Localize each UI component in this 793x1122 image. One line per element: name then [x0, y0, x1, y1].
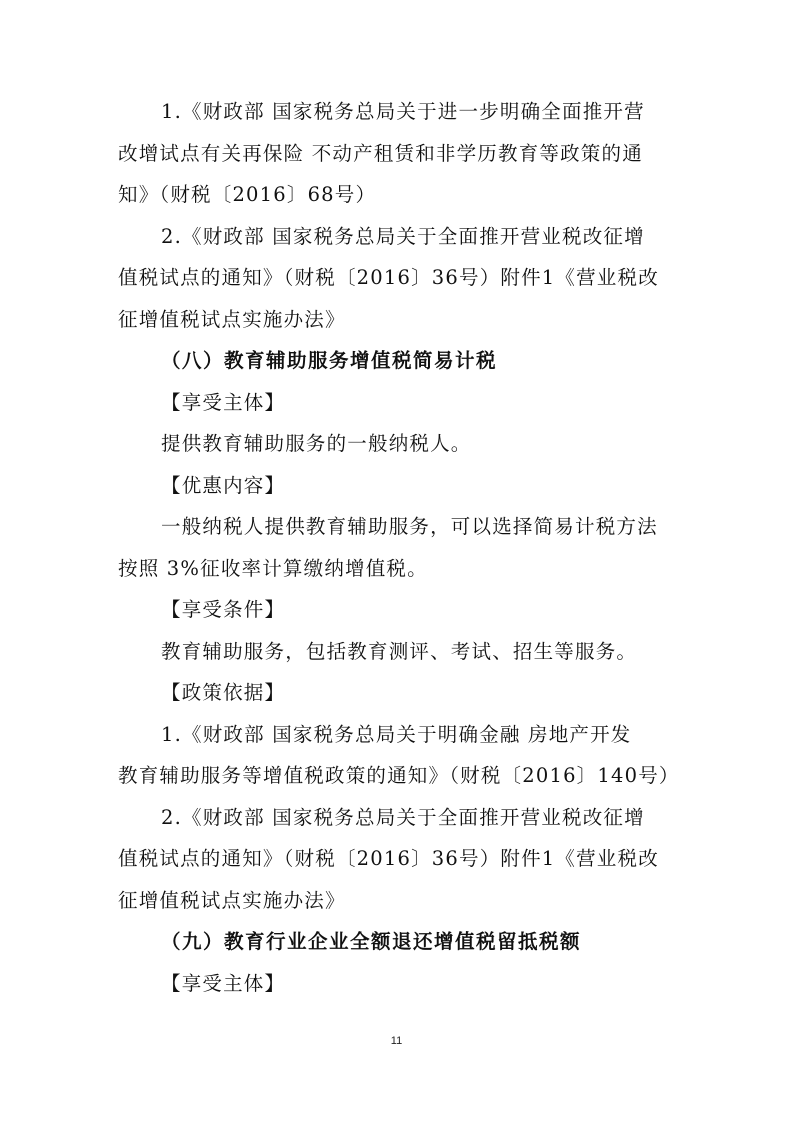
policy-basis-item-1-line-3: 知》（财税〔2016〕68号） [118, 183, 377, 206]
document-body [118, 98, 678, 1011]
policy-basis-b-item-2-line-1: 2.《财政部 国家税务总局关于全面推开营业税改征增 [161, 805, 645, 829]
policy-basis-b-item-1-line-1: 1.《财政部 国家税务总局关于明确金融 房地产开发 [161, 722, 632, 746]
policy-basis-item-2-line-1: 2.《财政部 国家税务总局关于全面推开营业税改征增 [161, 224, 645, 248]
policy-basis-b-item-2-line-2: 值税试点的通知》（财税〔2016〕36号）附件1《营业税改 [118, 847, 659, 870]
section-heading-8: （八）教育辅助服务增值税简易计税 [161, 349, 498, 372]
preferential-content-line-1: 一般纳税人提供教育辅助服务，可以选择简易计税方法 [161, 515, 658, 538]
page-number: 11 [390, 1035, 403, 1047]
label-preferential-content: 【优惠内容】 [161, 473, 286, 497]
policy-basis-b-item-1-line-2: 教育辅助服务等增值税政策的通知》（财税〔2016〕140号） [118, 764, 680, 787]
label-beneficiary-2: 【享受主体】 [161, 971, 286, 995]
policy-basis-item-2-line-2: 值税试点的通知》（财税〔2016〕36号）附件1《营业税改 [118, 266, 659, 289]
conditions-text: 教育辅助服务，包括教育测评、考试、招生等服务。 [161, 639, 638, 663]
policy-basis-item-2-line-3: 征增值税试点实施办法》 [118, 307, 346, 331]
label-beneficiary: 【享受主体】 [161, 390, 286, 414]
label-policy-basis: 【政策依据】 [161, 681, 286, 704]
preferential-content-line-2: 按照 3%征收率计算缴纳增值税。 [118, 556, 428, 580]
label-conditions: 【享受条件】 [161, 598, 286, 621]
policy-basis-b-item-2-line-3: 征增值税试点实施办法》 [118, 888, 346, 912]
policy-basis-item-1-line-2: 改增试点有关再保险 不动产租赁和非学历教育等政策的通 [118, 141, 643, 165]
policy-basis-item-1-line-1: 1.《财政部 国家税务总局关于进一步明确全面推开营 [161, 100, 645, 123]
beneficiary-text: 提供教育辅助服务的一般纳税人。 [161, 432, 472, 455]
section-heading-9: （九）教育行业企业全额退还增值税留抵税额 [161, 930, 582, 953]
